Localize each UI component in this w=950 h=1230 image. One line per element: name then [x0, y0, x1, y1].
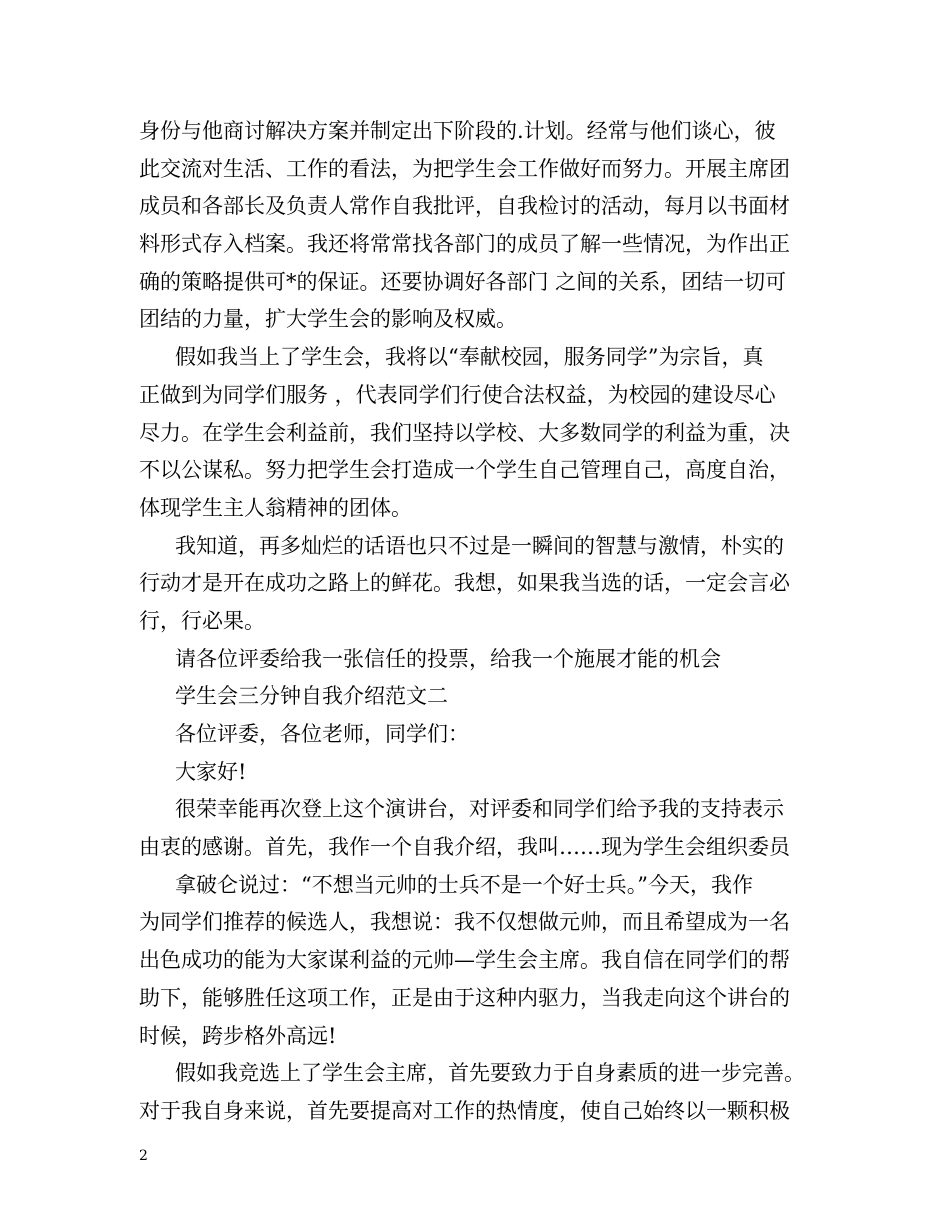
text-line: 行，行必果。 — [139, 608, 265, 633]
text-line: 出色成功的能为大家谋利益的元帅—学生会主席。我自信在同学们的帮 — [139, 948, 790, 973]
text-line: 正做到为同学们服务 ，代表同学们行使合法权益，为校园的建设尽心 — [139, 382, 776, 407]
body-text — [139, 113, 819, 1131]
text-line: 成员和各部长及负责人常作自我批评，自我检讨的活动，每月以书面材 — [139, 194, 790, 219]
text-line: 假如我竞选上了学生会主席，首先要致力于自身素质的进一步完善。 — [175, 1061, 805, 1086]
text-line: 时候，跨步格外高远! — [139, 1023, 337, 1048]
text-line: 学生会三分钟自我介绍范文二 — [175, 684, 448, 709]
text-line: 体现学生主人翁精神的团体。 — [139, 495, 412, 520]
text-line: 拿破仑说过：“不想当元帅的士兵不是一个好士兵。”今天，我作 — [175, 872, 753, 897]
text-line: 请各位评委给我一张信任的投票，给我一个施展才能的机会 — [175, 646, 721, 671]
text-line: 身份与他商讨解决方案并制定出下阶段的.计划。经常与他们谈心，彼 — [139, 119, 776, 143]
text-line: 为同学们推荐的候选人，我想说：我不仅想做元帅，而且希望成为一名 — [139, 910, 790, 935]
text-line: 很荣幸能再次登上这个演讲台，对评委和同学们给予我的支持表示 — [175, 797, 784, 822]
text-line: 尽力。在学生会利益前，我们坚持以学校、大多数同学的利益为重，决 — [139, 420, 790, 445]
text-line: 行动才是开在成功之路上的鲜花。我想，如果我当选的话，一定会言必 — [139, 571, 790, 596]
page-number: 2 — [139, 1148, 148, 1164]
text-line: 不以公谋私。努力把学生会打造成一个学生自己管理自己，高度自治， — [139, 458, 790, 483]
text-line: 由衷的感谢。首先，我作一个自我介绍，我叫……现为学生会组织委员 — [139, 835, 790, 860]
text-line: 助下，能够胜任这项工作，正是由于这种内驱力，当我走向这个讲台的 — [139, 985, 790, 1010]
text-line: 大家好! — [175, 759, 247, 784]
text-line: 料形式存入档案。我还将常常找各部门的成员了解一些情况，为作出正 — [139, 232, 790, 257]
text-line: 团结的力量，扩大学生会的影响及权威。 — [139, 307, 517, 332]
text-line: 各位评委，各位老师，同学们： — [175, 722, 469, 746]
text-line: 对于我自身来说，首先要提高对工作的热情度，使自己始终以一颗积极 — [139, 1098, 790, 1123]
text-line: 我知道，再多灿烂的话语也只不过是一瞬间的智慧与激情，朴实的 — [175, 533, 784, 558]
text-line: 确的策略提供可*的保证。还要协调好各部门 之间的关系，团结一切可 — [139, 269, 787, 294]
text-line: 此交流对生活、工作的看法，为把学生会工作做好而努力。开展主席团 — [139, 156, 790, 181]
text-line: 假如我当上了学生会，我将以“奉献校园，服务同学”为宗旨，真 — [175, 345, 764, 370]
